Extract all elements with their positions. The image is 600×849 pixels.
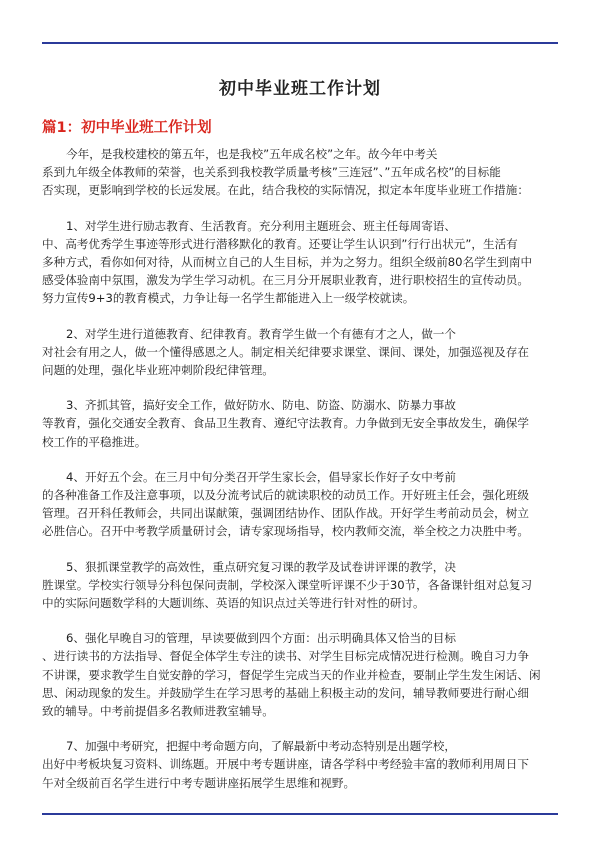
paragraph-line: 出好中考板块复习资料、训练题。开展中考专题讲座，请各学科中考经验丰富的教师利用周日下	[42, 757, 529, 772]
section-heading: 篇1：初中毕业班工作计划	[42, 120, 212, 136]
paragraph-line: 努力宣传9+3的教育模式，力争让每一名学生都能进入上一级学校就读。	[42, 291, 415, 306]
paragraph-line: 、进行读书的方法指导、督促全体学生专注的读书、对学生目标完成情况进行检测。晚自习力争	[42, 649, 529, 664]
paragraph	[42, 217, 562, 308]
paragraph-line: 对社会有用之人，做一个懂得感恩之人。制定相关纪律要求课堂、课间、课处，加强巡视及存在	[42, 344, 529, 359]
paragraph-line: 等教育，强化交通安全教育、食品卫生教育、遵纪守法教育。力争做到无安全事故发生，确保学	[42, 416, 529, 431]
bottom-divider	[42, 813, 558, 815]
paragraph-line: 中的实际问题数学科的大题训练、英语的知识点过关等进行针对性的研讨。	[42, 596, 425, 611]
paragraph-line: 不讲课，要求教学生自觉安静的学习，督促学生完成当天的作业并检查，要制止学生发生闲话、闲	[42, 667, 541, 682]
paragraph-line: 中、高考优秀学生事迹等形式进行潜移默化的教育。还要让学生认识到”行行出状元”，生活有	[42, 236, 518, 251]
paragraph-line: 2、对学生进行道德教育、纪律教育。教育学生做一个有德有才之人，做一个	[66, 326, 456, 341]
document-body	[42, 145, 562, 809]
paragraph	[42, 325, 562, 380]
paragraph	[42, 396, 562, 451]
paragraph-line: 感受体验南中氛围，激发为学生学习动机。在三月分开展职业教育，进行职校招生的宣传动员。	[42, 273, 529, 288]
paragraph-line: 6、强化早晚自习的管理，早读要做到四个方面：出示明确具体又恰当的目标	[66, 631, 456, 646]
paragraph-line: 4、开好五个会。在三月中旬分类召开学生家长会，倡导家长作好子女中考前	[66, 469, 456, 484]
paragraph-line: 问题的处理，强化毕业班冲刺阶段纪律管理。	[42, 363, 274, 378]
paragraph-line: 致的辅导。中考前提倡多名教师进教室辅导。	[42, 704, 274, 719]
top-divider	[42, 42, 558, 44]
paragraph-line: 今年，是我校建校的第五年，也是我校”五年成名校”之年。故今年中考关	[66, 147, 438, 161]
paragraph-line: 管理。召开科任教师会，共同出谋献策，强调团结协作、团队作战。开好学生考前动员会，树立	[42, 506, 529, 521]
document-title: 初中毕业班工作计划	[219, 79, 381, 99]
paragraph-line: 的各种准备工作及注意事项，以及分流考试后的就读职校的动员工作。开好班主任会，强化班级	[42, 488, 529, 503]
paragraph-line: 3、齐抓其管，搞好安全工作，做好防水、防电、防盗、防溺水、防暴力事故	[66, 398, 456, 413]
paragraph-line: 胜课堂。学校实行领导分科包保问责制，学校深入课堂听评课不少于30节，各备课针组对总复习	[42, 577, 533, 592]
paragraph-line: 多种方式，看你如何对待，从而树立自己的人生目标，并为之努力。组织全级前80名学生到南中	[42, 255, 533, 270]
paragraph	[42, 145, 562, 200]
paragraph-line: 思、闲动现象的发生。并鼓励学生在学习思考的基础上积极主动的发问，辅导教师要进行耐心细	[42, 685, 529, 700]
paragraph-line: 7、加强中考研究，把握中考命题方向，了解最新中考动态特别是出题学校，	[66, 739, 456, 754]
paragraph-line: 校工作的平稳推进。	[42, 434, 147, 449]
paragraph-line: 系到九年级全体教师的荣誉，也关系到我校教学质量考核”三连冠”、”五年成名校”的目标能	[42, 165, 501, 180]
paragraph	[42, 558, 562, 613]
paragraph-line: 午对全级前百名学生进行中考专题讲座拓展学生思维和视野。	[42, 775, 356, 790]
paragraph	[42, 468, 562, 541]
paragraph	[42, 629, 562, 720]
paragraph-line: 1、对学生进行励志教育、生活教育。充分利用主题班会、班主任每周寄语、	[66, 218, 456, 233]
paragraph-line: 必胜信心。召开中考教学质量研讨会，请专家现场指导，校内教师交流，举全校之力决胜中考。	[42, 524, 529, 539]
paragraph-line: 5、狠抓课堂教学的高效性，重点研究复习课的教学及试卷讲评课的教学，决	[66, 559, 456, 574]
paragraph-line: 否实现，更影响到学校的长远发展。在此，结合我校的实际情况，拟定本年度毕业班工作措施：	[42, 183, 529, 198]
paragraph	[42, 737, 562, 792]
